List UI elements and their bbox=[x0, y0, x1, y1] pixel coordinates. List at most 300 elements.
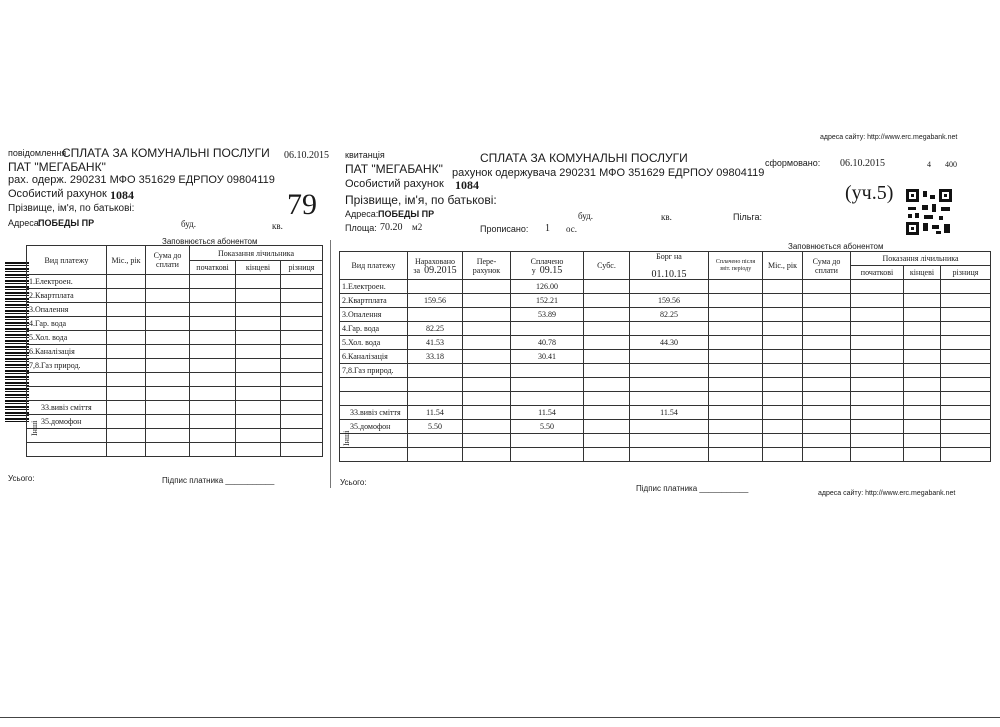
col-diff: різниця bbox=[941, 266, 991, 280]
notice-fullname-label: Прізвище, ім'я, по батькові: bbox=[8, 203, 135, 214]
receipt-title: СПЛАТА ЗА КОМУНАЛЬНІ ПОСЛУГИ bbox=[480, 151, 688, 165]
row-cell bbox=[463, 448, 511, 462]
table-row bbox=[27, 317, 323, 331]
receipt-recipient: рахунок одержувача 290231 МФО 351629 ЕДРПОУ 09804119 bbox=[452, 167, 765, 179]
col-debt: Борг на 01.10.15 bbox=[630, 252, 709, 280]
row-debt: 82.25 bbox=[630, 308, 709, 322]
col-diff: різниця bbox=[281, 261, 323, 275]
row-service bbox=[340, 378, 408, 392]
row-service: 6.Каналізація bbox=[340, 350, 408, 364]
row-cell bbox=[146, 303, 190, 317]
row-cell bbox=[763, 322, 803, 336]
receipt-fullname-label: Прізвище, ім'я, по батькові: bbox=[345, 193, 497, 207]
row-accrued bbox=[408, 378, 463, 392]
receipt-section: (уч.5) bbox=[845, 182, 894, 204]
row-cell bbox=[584, 406, 630, 420]
table-row bbox=[27, 331, 323, 345]
notice-signature: Підпис платника ___________ bbox=[162, 476, 275, 485]
row-cell bbox=[236, 331, 281, 345]
row-cell bbox=[851, 364, 904, 378]
row-cell bbox=[803, 448, 851, 462]
row-cell bbox=[190, 443, 236, 457]
row-cell bbox=[851, 322, 904, 336]
table-row bbox=[340, 392, 991, 406]
notice-account-label: Особистий рахунок bbox=[8, 188, 107, 200]
row-accrued bbox=[408, 280, 463, 294]
row-cell bbox=[941, 434, 991, 448]
table-row bbox=[27, 415, 323, 429]
cut-line bbox=[330, 240, 331, 488]
row-cell bbox=[146, 401, 190, 415]
row-service bbox=[27, 443, 107, 457]
receipt-bud-label: буд. bbox=[578, 211, 593, 221]
row-paid bbox=[511, 322, 584, 336]
handwritten-number: 79 bbox=[287, 188, 317, 221]
row-cell bbox=[941, 294, 991, 308]
row-debt bbox=[630, 280, 709, 294]
row-paid: 126.00 bbox=[511, 280, 584, 294]
row-cell bbox=[763, 378, 803, 392]
row-cell bbox=[463, 364, 511, 378]
row-cell bbox=[904, 336, 941, 350]
row-debt: 159.56 bbox=[630, 294, 709, 308]
row-cell bbox=[236, 415, 281, 429]
row-paid bbox=[511, 434, 584, 448]
row-cell bbox=[904, 350, 941, 364]
table-row bbox=[340, 434, 991, 448]
row-paid: 11.54 bbox=[511, 406, 584, 420]
row-cell bbox=[709, 294, 763, 308]
notice-total-label: Усього: bbox=[8, 474, 35, 483]
row-cell bbox=[763, 420, 803, 434]
row-cell bbox=[107, 331, 146, 345]
notice-address-label: Адреса: bbox=[8, 218, 42, 228]
row-cell bbox=[584, 392, 630, 406]
row-cell bbox=[851, 308, 904, 322]
row-cell bbox=[763, 294, 803, 308]
receipt-other-label: Інші bbox=[342, 430, 351, 446]
table-row bbox=[27, 401, 323, 415]
row-cell bbox=[851, 294, 904, 308]
col-month: Міс., рік bbox=[107, 246, 146, 275]
row-cell bbox=[281, 359, 323, 373]
row-cell bbox=[763, 448, 803, 462]
row-cell bbox=[107, 345, 146, 359]
row-cell bbox=[763, 392, 803, 406]
row-cell bbox=[763, 406, 803, 420]
row-service: 7,8.Газ природ. bbox=[27, 359, 107, 373]
row-accrued bbox=[408, 308, 463, 322]
notice-other-label: Інші bbox=[30, 420, 39, 436]
row-cell bbox=[904, 392, 941, 406]
row-cell bbox=[236, 401, 281, 415]
row-service: 2.Квартплата bbox=[27, 289, 107, 303]
receipt-benefits-label: Пільга: bbox=[733, 212, 762, 222]
row-cell bbox=[107, 415, 146, 429]
row-service: 4.Гар. вода bbox=[27, 317, 107, 331]
col-recalc: Пере-рахунок bbox=[463, 252, 511, 280]
row-debt bbox=[630, 364, 709, 378]
row-cell bbox=[463, 322, 511, 336]
row-cell bbox=[584, 378, 630, 392]
table-row bbox=[340, 336, 991, 350]
row-service: 5.Хол. вода bbox=[27, 331, 107, 345]
notice-title: СПЛАТА ЗА КОМУНАЛЬНІ ПОСЛУГИ bbox=[62, 146, 270, 160]
col-amount: Сума до сплати bbox=[146, 246, 190, 275]
row-cell bbox=[803, 364, 851, 378]
col-month: Міс., рік bbox=[763, 252, 803, 280]
receipt-corner-b: 400 bbox=[945, 160, 957, 169]
table-row bbox=[27, 443, 323, 457]
receipt-table bbox=[339, 251, 991, 462]
receipt-registered-label: Прописано: bbox=[480, 224, 529, 234]
receipt-area-unit: м2 bbox=[412, 222, 423, 232]
row-cell bbox=[584, 350, 630, 364]
row-cell bbox=[146, 317, 190, 331]
row-cell bbox=[803, 420, 851, 434]
table-row bbox=[27, 289, 323, 303]
col-service: Вид платежу bbox=[340, 252, 408, 280]
receipt-formed-label: сформовано: bbox=[765, 158, 821, 168]
page-bottom-edge bbox=[0, 717, 1000, 718]
row-accrued: 11.54 bbox=[408, 406, 463, 420]
row-cell bbox=[763, 336, 803, 350]
row-cell bbox=[107, 275, 146, 289]
table-row bbox=[27, 303, 323, 317]
row-cell bbox=[190, 401, 236, 415]
notice-kv-label: кв. bbox=[272, 221, 283, 231]
table-row bbox=[340, 322, 991, 336]
row-cell bbox=[709, 406, 763, 420]
row-paid bbox=[511, 392, 584, 406]
table-row bbox=[340, 364, 991, 378]
notice-header-word: повідомлення bbox=[8, 148, 67, 158]
row-cell bbox=[803, 392, 851, 406]
row-cell bbox=[763, 434, 803, 448]
row-cell bbox=[941, 420, 991, 434]
row-debt bbox=[630, 322, 709, 336]
row-cell bbox=[190, 317, 236, 331]
row-cell bbox=[851, 448, 904, 462]
row-cell bbox=[904, 308, 941, 322]
row-debt bbox=[630, 392, 709, 406]
row-paid: 152.21 bbox=[511, 294, 584, 308]
receipt-subscriber-fill: Заповнюється абонентом bbox=[788, 242, 884, 251]
row-accrued bbox=[408, 364, 463, 378]
row-cell bbox=[941, 280, 991, 294]
table-row bbox=[27, 373, 323, 387]
row-cell bbox=[941, 308, 991, 322]
row-cell bbox=[763, 280, 803, 294]
row-cell bbox=[709, 308, 763, 322]
row-cell bbox=[584, 322, 630, 336]
row-cell bbox=[281, 429, 323, 443]
notice-subscriber-fill: Заповнюється абонентом bbox=[162, 237, 258, 246]
row-service: 1.Електроен. bbox=[27, 275, 107, 289]
row-debt: 11.54 bbox=[630, 406, 709, 420]
row-cell bbox=[281, 331, 323, 345]
row-cell bbox=[851, 280, 904, 294]
col-initial: початкові bbox=[851, 266, 904, 280]
row-cell bbox=[281, 317, 323, 331]
receipt-area: 70.20 bbox=[380, 222, 403, 233]
table-row bbox=[340, 308, 991, 322]
row-cell bbox=[281, 387, 323, 401]
row-cell bbox=[107, 373, 146, 387]
row-cell bbox=[146, 387, 190, 401]
row-cell bbox=[803, 336, 851, 350]
row-cell bbox=[941, 364, 991, 378]
row-cell bbox=[190, 429, 236, 443]
row-debt: 44.30 bbox=[630, 336, 709, 350]
row-cell bbox=[584, 434, 630, 448]
notice-account-number: 1084 bbox=[110, 188, 134, 202]
row-cell bbox=[584, 280, 630, 294]
row-cell bbox=[146, 331, 190, 345]
row-cell bbox=[190, 303, 236, 317]
row-cell bbox=[709, 336, 763, 350]
col-initial: початкові bbox=[190, 261, 236, 275]
notice-address: ПОБЕДЫ ПР bbox=[38, 218, 95, 228]
receipt-corner-a: 4 bbox=[927, 160, 931, 169]
row-cell bbox=[904, 280, 941, 294]
row-cell bbox=[281, 415, 323, 429]
row-accrued: 82.25 bbox=[408, 322, 463, 336]
row-cell bbox=[463, 336, 511, 350]
row-cell bbox=[463, 420, 511, 434]
row-cell bbox=[107, 289, 146, 303]
row-cell bbox=[281, 275, 323, 289]
row-cell bbox=[281, 303, 323, 317]
row-cell bbox=[584, 308, 630, 322]
row-cell bbox=[463, 406, 511, 420]
col-amount: Сума до сплати bbox=[803, 252, 851, 280]
row-cell bbox=[463, 392, 511, 406]
receipt-registered-unit: ос. bbox=[566, 224, 577, 234]
row-accrued: 5.50 bbox=[408, 420, 463, 434]
table-row bbox=[27, 387, 323, 401]
row-cell bbox=[190, 387, 236, 401]
row-cell bbox=[763, 364, 803, 378]
row-cell bbox=[281, 289, 323, 303]
row-service: 35.домофон bbox=[27, 415, 107, 429]
row-cell bbox=[803, 434, 851, 448]
row-service: 4.Гар. вода bbox=[340, 322, 408, 336]
row-cell bbox=[584, 420, 630, 434]
row-cell bbox=[107, 303, 146, 317]
row-accrued: 33.18 bbox=[408, 350, 463, 364]
row-cell bbox=[709, 364, 763, 378]
row-cell bbox=[584, 336, 630, 350]
col-paid-after: Сплачено після звіт. періоду bbox=[709, 252, 763, 280]
row-paid: 53.89 bbox=[511, 308, 584, 322]
row-cell bbox=[803, 406, 851, 420]
row-cell bbox=[941, 350, 991, 364]
row-cell bbox=[190, 373, 236, 387]
receipt-site-bottom: адреса сайту: http://www.erc.megabank.net bbox=[818, 490, 956, 497]
row-cell bbox=[709, 434, 763, 448]
receipt-area-label: Площа: bbox=[345, 223, 377, 233]
receipt-account-label: Особистий рахунок bbox=[345, 178, 444, 190]
receipt-signature: Підпис платника ___________ bbox=[636, 484, 749, 493]
row-cell bbox=[709, 280, 763, 294]
row-cell bbox=[851, 420, 904, 434]
notice-bank: ПАТ "МЕГАБАНК" bbox=[8, 160, 106, 174]
table-row bbox=[340, 448, 991, 462]
row-cell bbox=[190, 359, 236, 373]
table-row bbox=[340, 420, 991, 434]
row-cell bbox=[941, 378, 991, 392]
row-cell bbox=[904, 294, 941, 308]
col-paid: Сплачено у 09.15 bbox=[511, 252, 584, 280]
row-cell bbox=[851, 378, 904, 392]
row-service: 3.Опалення bbox=[27, 303, 107, 317]
table-row bbox=[27, 429, 323, 443]
row-cell bbox=[941, 448, 991, 462]
row-cell bbox=[941, 392, 991, 406]
row-debt bbox=[630, 350, 709, 364]
row-cell bbox=[146, 443, 190, 457]
row-cell bbox=[190, 415, 236, 429]
row-cell bbox=[281, 443, 323, 457]
row-service: 3.Опалення bbox=[340, 308, 408, 322]
row-cell bbox=[904, 420, 941, 434]
qr-code-graphic bbox=[905, 188, 953, 236]
row-cell bbox=[236, 317, 281, 331]
receipt-header-word: квитанція bbox=[345, 150, 385, 160]
row-cell bbox=[236, 387, 281, 401]
table-row bbox=[27, 275, 323, 289]
row-cell bbox=[941, 336, 991, 350]
col-service: Вид платежу bbox=[27, 246, 107, 275]
row-cell bbox=[146, 373, 190, 387]
row-cell bbox=[709, 378, 763, 392]
row-cell bbox=[236, 373, 281, 387]
receipt-total-label: Усього: bbox=[340, 478, 367, 487]
row-cell bbox=[236, 443, 281, 457]
row-cell bbox=[709, 350, 763, 364]
row-cell bbox=[803, 308, 851, 322]
row-cell bbox=[904, 322, 941, 336]
row-service bbox=[27, 387, 107, 401]
row-cell bbox=[904, 364, 941, 378]
row-cell bbox=[763, 308, 803, 322]
notice-bud-label: буд. bbox=[181, 219, 196, 229]
receipt-address-label: Адреса: bbox=[345, 209, 379, 219]
row-cell bbox=[803, 322, 851, 336]
table-row bbox=[340, 350, 991, 364]
row-cell bbox=[941, 322, 991, 336]
row-cell bbox=[463, 294, 511, 308]
col-subs: Субс. bbox=[584, 252, 630, 280]
row-paid: 5.50 bbox=[511, 420, 584, 434]
row-cell bbox=[281, 345, 323, 359]
row-cell bbox=[107, 317, 146, 331]
row-cell bbox=[803, 378, 851, 392]
row-cell bbox=[107, 429, 146, 443]
row-cell bbox=[904, 448, 941, 462]
row-service bbox=[340, 392, 408, 406]
receipt-site-top: адреса сайту: http://www.erc.megabank.net bbox=[820, 134, 958, 141]
row-cell bbox=[803, 294, 851, 308]
row-cell bbox=[803, 280, 851, 294]
row-cell bbox=[584, 364, 630, 378]
table-row bbox=[27, 345, 323, 359]
table-row bbox=[340, 406, 991, 420]
row-cell bbox=[107, 387, 146, 401]
row-service: 7,8.Газ природ. bbox=[340, 364, 408, 378]
col-final: кінцеві bbox=[904, 266, 941, 280]
row-cell bbox=[904, 434, 941, 448]
receipt-date: 06.10.2015 bbox=[840, 158, 885, 169]
row-cell bbox=[463, 308, 511, 322]
row-cell bbox=[146, 429, 190, 443]
row-cell bbox=[803, 350, 851, 364]
row-cell bbox=[851, 434, 904, 448]
row-cell bbox=[146, 275, 190, 289]
row-cell bbox=[709, 322, 763, 336]
notice-recipient: рах. одерж. 290231 МФО 351629 ЕДРПОУ 09804119 bbox=[8, 174, 275, 186]
row-cell bbox=[236, 303, 281, 317]
row-paid: 40.78 bbox=[511, 336, 584, 350]
row-cell bbox=[190, 345, 236, 359]
row-cell bbox=[236, 359, 281, 373]
row-cell bbox=[236, 429, 281, 443]
row-paid bbox=[511, 364, 584, 378]
receipt-registered: 1 bbox=[545, 223, 550, 234]
row-cell bbox=[146, 345, 190, 359]
row-cell bbox=[851, 336, 904, 350]
row-cell bbox=[107, 443, 146, 457]
row-accrued bbox=[408, 448, 463, 462]
col-final: кінцеві bbox=[236, 261, 281, 275]
row-cell bbox=[904, 406, 941, 420]
row-debt bbox=[630, 420, 709, 434]
row-service: 33.вивіз сміття bbox=[27, 401, 107, 415]
row-cell bbox=[584, 448, 630, 462]
row-paid bbox=[511, 448, 584, 462]
row-cell bbox=[463, 280, 511, 294]
notice-date: 06.10.2015 bbox=[284, 150, 329, 161]
row-cell bbox=[463, 434, 511, 448]
row-cell bbox=[236, 275, 281, 289]
notice-table bbox=[26, 245, 323, 457]
row-cell bbox=[904, 378, 941, 392]
row-cell bbox=[236, 345, 281, 359]
row-service: 2.Квартплата bbox=[340, 294, 408, 308]
row-cell bbox=[190, 289, 236, 303]
receipt-account-number: 1084 bbox=[455, 178, 479, 192]
row-cell bbox=[107, 401, 146, 415]
row-cell bbox=[851, 350, 904, 364]
table-row bbox=[27, 359, 323, 373]
col-meters: Показання лічильника bbox=[851, 252, 991, 266]
row-debt bbox=[630, 448, 709, 462]
row-paid: 30.41 bbox=[511, 350, 584, 364]
row-service: 5.Хол. вода bbox=[340, 336, 408, 350]
table-row bbox=[340, 280, 991, 294]
row-paid bbox=[511, 378, 584, 392]
row-cell bbox=[463, 350, 511, 364]
row-service: 33.вивіз сміття bbox=[340, 406, 408, 420]
row-cell bbox=[941, 406, 991, 420]
row-cell bbox=[851, 406, 904, 420]
row-cell bbox=[146, 415, 190, 429]
row-service bbox=[27, 373, 107, 387]
row-cell bbox=[146, 289, 190, 303]
row-cell bbox=[709, 448, 763, 462]
table-row bbox=[340, 378, 991, 392]
